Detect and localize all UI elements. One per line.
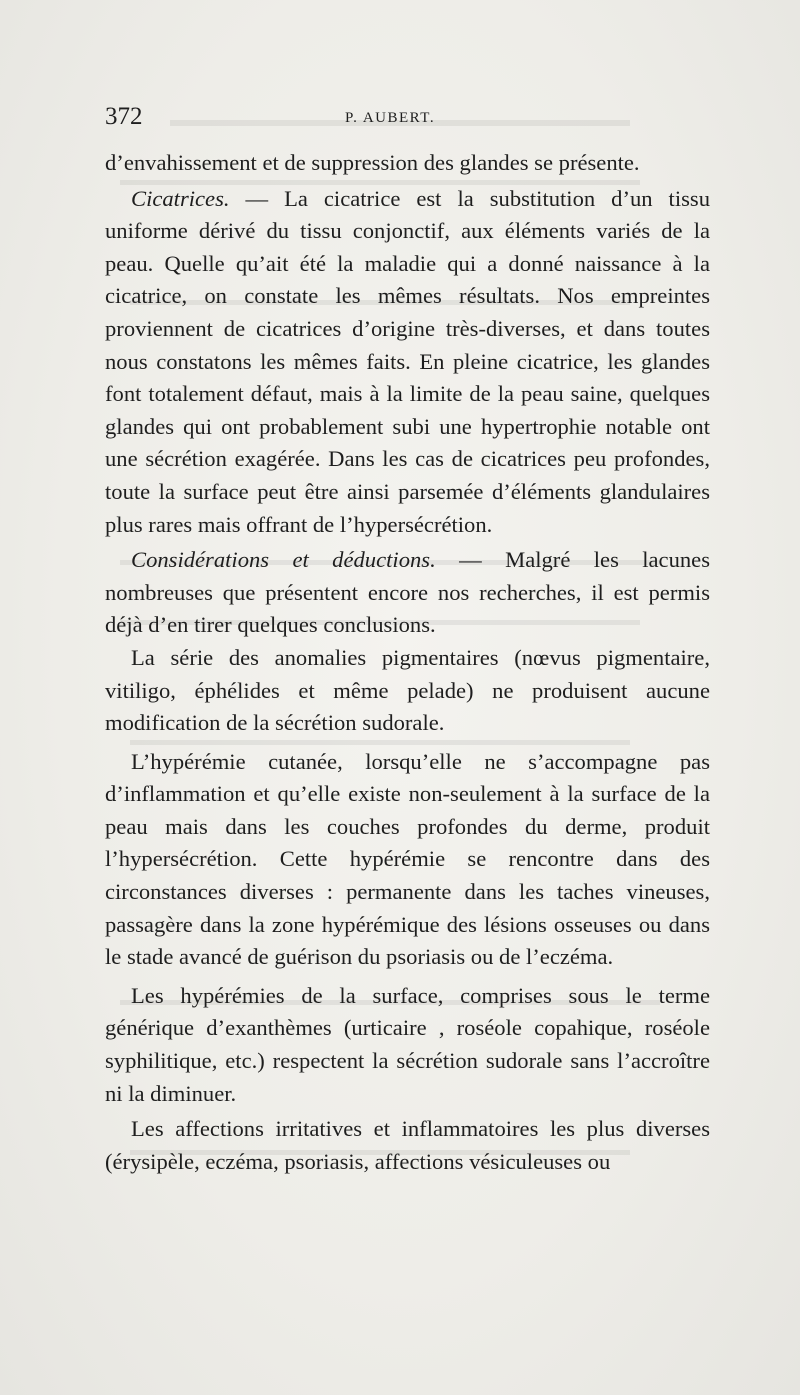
section-heading-considerations: Considérations et déductions. <box>131 547 436 573</box>
page-header <box>105 103 710 137</box>
paragraph-pigment: La série des anomalies pigmentaires (nœvus pigmentaire, vitiligo, éphélides et même pelade) ne produisent aucune modification de la sécrétion sudorale. <box>105 644 710 736</box>
paragraph-text: — La cicatrice est la substitution d’un tissu uniforme dérivé du tissu conjonctif, aux éléments variés de la peau. Quelle qu’ait été la maladie qui a donné naissance à la cicatrice, on constate les mêmes résultats. Nos empreintes proviennent de cicatrices d’origine très-diverses, et dans toutes nous constatons les mêmes faits. En pleine cicatrice, les glandes font totalement défaut, mais à la limite de la peau saine, quelques glandes qui ont probablement subi une hypertrophie notable ont une sécrétion exagérée. Dans les cas de cicatrices peu profondes, toute la surface peut être ainsi parsemée d’éléments glandulaires plus rares mais offrant de l’hypersécrétion. <box>105 185 710 537</box>
paragraph-text: — Malgré les lacunes nombreuses que présentent encore nos recherches, il est permis déjà d’en tirer quelques conclusions. <box>105 547 711 638</box>
paragraph-considerations <box>105 544 710 642</box>
paragraph-affections: Les affections irritatives et inflammatoires les plus diverses (érysipèle, eczéma, psoriasis, affections vésiculeuses ou <box>105 1116 710 1174</box>
paragraph-continuation: d’envahissement et de suppression des glandes se présente. <box>105 150 640 175</box>
running-head: P. AUBERT. <box>345 110 436 126</box>
section-heading-cicatrices: Cicatrices. <box>131 185 230 211</box>
paragraph-cicatrices <box>105 183 710 542</box>
body-text <box>105 147 710 1178</box>
paragraph-exanthemes: Les hypérémies de la surface, comprises sous le terme générique d’exanthèmes (urticaire , roséole copahique, roséole syphilitique, etc.) respectent la sécrétion sudorale sans l’accroître ni la diminuer. <box>105 982 710 1106</box>
paragraph-hyperemie: L’hypérémie cutanée, lorsqu’elle ne s’accompagne pas d’inflammation et qu’elle existe non-seulement à la surface de la peau mais dans les couches profondes du derme, produit l’hypersécrétion. Cette hypérémie se rencontre dans des circonstances diverses : permanente dans les taches vineuses, passagère dans la zone hypérémique des lésions osseuses ou dans le stade avancé de guérison du psoriasis ou de l’eczéma. <box>105 748 710 970</box>
page-number: 372 <box>105 103 143 130</box>
